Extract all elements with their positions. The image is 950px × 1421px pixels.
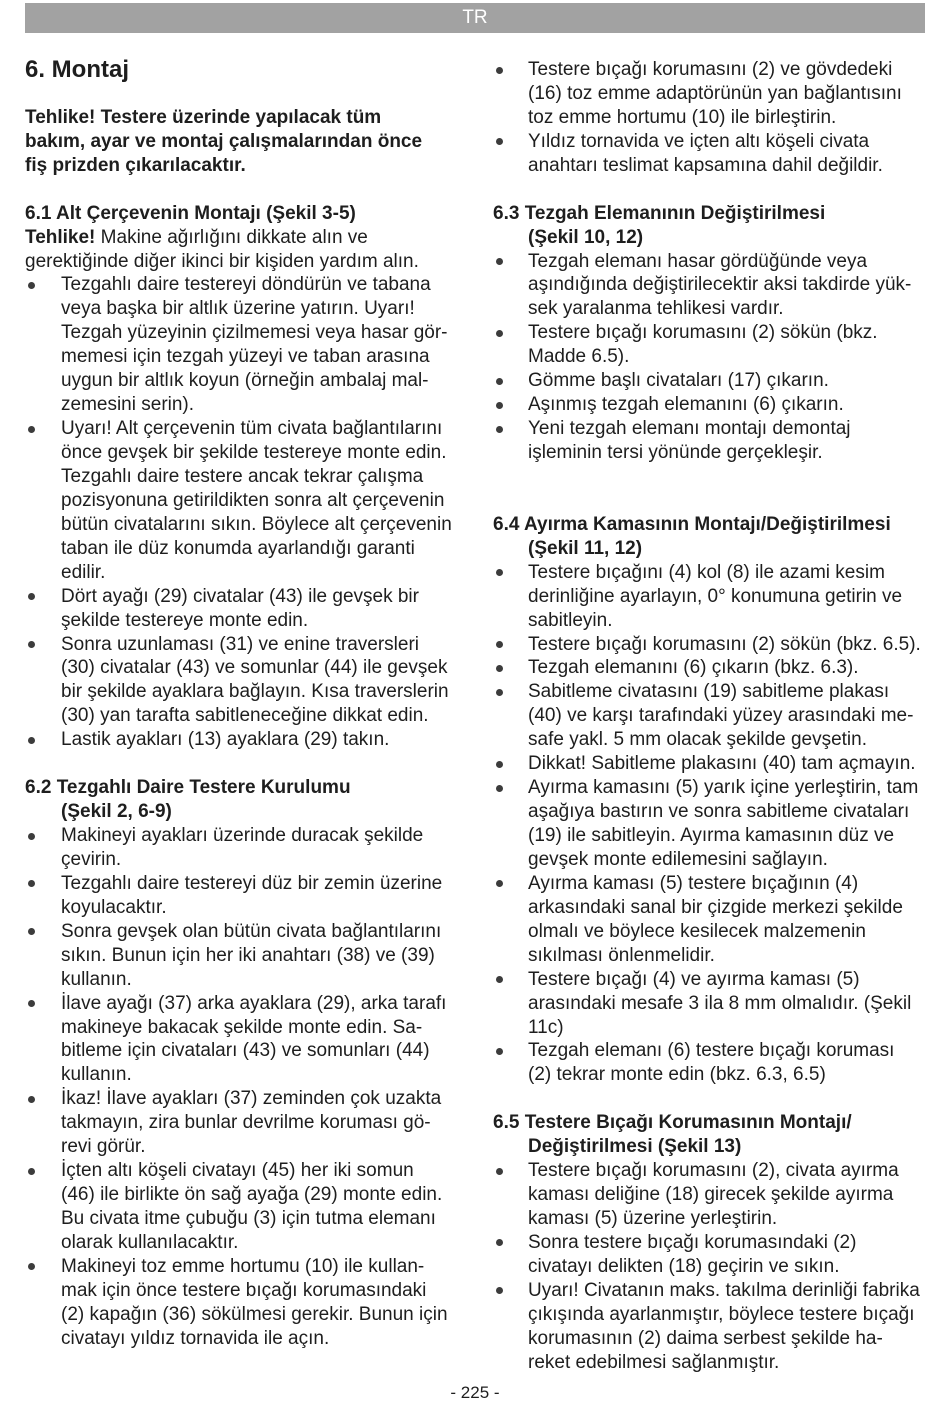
text-line: işleminin tersi yönünde gerçekleşir.: [528, 442, 823, 463]
bullet-icon: [496, 761, 503, 768]
text-line: Testere bıçağını (4) kol (8) ile azami kesim: [528, 561, 885, 583]
bullet-item: [493, 1039, 925, 1087]
bullet-icon: [496, 1287, 503, 1294]
text-line: takmayın, zira bunlar devrilme koruması gö-: [61, 1112, 431, 1134]
bullet-item: [25, 1087, 465, 1159]
bullet-item: [493, 321, 925, 369]
text-line: kullanın.: [61, 1064, 132, 1086]
bullet-item: [25, 872, 465, 920]
spacer: [493, 465, 925, 489]
text-line: Yeni tezgah elemanı montajı demontaj: [528, 418, 851, 440]
text-line: Testere bıçağı korumasını (2) sökün (bkz.: [528, 322, 878, 344]
text-line: (46) ile birlikte ön sağ ayağa (29) monte edin.: [61, 1184, 443, 1206]
bullet-item: [493, 752, 925, 776]
text-line: Bu civata itme çubuğu (3) için tutma elemanı: [61, 1208, 436, 1229]
text-line: bütün civatalarını sıkın. Böylece alt çerçevenin: [61, 513, 452, 535]
section-heading: 6.5 Testere Bıçağı Korumasının Montajı/: [493, 1112, 852, 1134]
text-line: Testere bıçağı (4) ve ayırma kaması (5): [528, 968, 860, 990]
bullet-icon: [496, 1239, 503, 1246]
bullet-icon: [496, 665, 503, 672]
bullet-icon: [496, 402, 503, 409]
bullet-icon: [28, 593, 35, 600]
bullet-item: [25, 585, 465, 633]
text-line: bitleme için civataları (43) ve somunları (44): [61, 1040, 430, 1062]
text-line: olmalı ve böylece kesilecek malzemenin: [528, 920, 866, 942]
section-heading-figure-ref: (Şekil 10, 12): [528, 226, 644, 248]
spacer: [25, 82, 465, 106]
bullet-icon: [496, 641, 503, 648]
language-header-bar: [25, 3, 925, 33]
section-heading-figure-ref: (Şekil 2, 6-9): [61, 801, 172, 823]
text-line: Aşınmış tezgah elemanını (6) çıkarın.: [528, 394, 844, 416]
bullet-item: [493, 130, 925, 178]
text-line: Ayırma kaması (5) testere bıçağının (4): [528, 872, 859, 894]
bullet-icon: [496, 569, 503, 576]
bullet-item: [493, 1279, 925, 1375]
bullet-icon: [496, 785, 503, 792]
text-line: Gömme başlı civataları (17) çıkarın.: [528, 370, 829, 392]
bullet-icon: [28, 880, 35, 887]
text-line: zemesini serin).: [61, 394, 195, 416]
text-line: aşındığında değiştirilecektir aksi takdirde yük-: [528, 274, 912, 296]
text-line: Yıldız tornavida ve içten altı köşeli civata: [528, 130, 870, 152]
warning-line: fiş prizden çıkarılacaktır.: [25, 154, 246, 176]
bullet-icon: [496, 976, 503, 983]
section-heading-figure-ref: (Şekil 11, 12): [528, 537, 643, 559]
section-6-2-continued: [493, 58, 925, 178]
text-line: civatayı yıldız tornavida ile açın.: [61, 1327, 330, 1349]
text-line: arkasındaki sanal bir çizgide merkezi şekilde: [528, 896, 903, 918]
text-line: Lastik ayakları (13) ayaklara (29) takın.: [61, 729, 390, 751]
bullet-icon: [28, 641, 35, 648]
text-line: kaması (5) üzerine yerleştirin.: [528, 1208, 778, 1229]
intro-text: Makine ağırlığını dikkate alın ve: [95, 226, 368, 248]
text-line: (30) yan tarafta sabitleneceğine dikkat edin.: [61, 705, 429, 727]
text-line: Dört ayağı (29) civatalar (43) ile gevşek bir: [61, 585, 419, 607]
bullet-icon: [28, 928, 35, 935]
text-line: çevirin.: [61, 848, 122, 870]
text-line: Sonra uzunlaması (31) ve enine traversleri: [61, 633, 420, 655]
intro-line: gerektiğinde diğer ikinci bir kişiden yardım alın.: [25, 250, 419, 272]
text-line: memesi için tezgah yüzeyi ve taban arasına: [61, 346, 430, 368]
text-line: (19) ile sabitleyin. Ayırma kamasının düz ve: [528, 825, 895, 846]
text-line: Madde 6.5).: [528, 346, 630, 368]
intro-line: [25, 226, 465, 250]
section-heading: 6.2 Tezgahlı Daire Testere Kurulumu: [25, 777, 351, 799]
text-line: aşağıya bastırın ve sonra sabitleme civataları: [528, 801, 910, 823]
text-line: arasındaki mesafe 3 ila 8 mm olmalıdır. (Şekil: [528, 992, 912, 1014]
spacer: [493, 178, 925, 202]
text-line: Tezgahlı daire testereyi döndürün ve tabana: [61, 274, 431, 296]
bullet-icon: [28, 1168, 35, 1175]
text-line: derinliğine ayarlayın, 0° konumuna getirin ve: [528, 585, 903, 607]
section-6-3: [493, 202, 925, 465]
bullet-icon: [496, 880, 503, 887]
text-line: (2) tekrar monte edin (bkz. 6.3, 6.5): [528, 1064, 826, 1086]
text-line: sek yaralanma tehlikesi vardır.: [528, 298, 784, 320]
bullet-icon: [496, 258, 503, 265]
text-line: çıkışında ayarlanmıştır, böylece testere bıçağı: [528, 1303, 915, 1325]
text-line: civatayı delikten (18) geçirin ve sıkın.: [528, 1255, 840, 1277]
text-line: Tezgah elemanını (6) çıkarın (bkz. 6.3).: [528, 657, 859, 679]
bullet-item: [25, 1255, 465, 1351]
text-line: Testere bıçağı korumasını (2), civata ayırma: [528, 1160, 899, 1182]
text-line: pozisyonuna getirildikten sonra alt çerçevenin: [61, 489, 445, 511]
text-line: Makineyi ayakları üzerinde duracak şekilde: [61, 825, 424, 846]
safety-warning: [25, 106, 465, 178]
text-line: Uyarı! Civatanın maks. takılma derinliği fabrika: [528, 1279, 920, 1301]
text-line: safe yakl. 5 mm olacak şekilde gevşetin.: [528, 729, 867, 751]
text-line: koyulacaktır.: [61, 896, 167, 918]
section-6-1: [25, 202, 465, 753]
text-line: sabitleyin.: [528, 609, 613, 631]
warning-line: bakım, ayar ve montaj çalışmalarından önce: [25, 130, 423, 152]
text-line: sıkın. Bunun için her iki anahtarı (38) ve (39): [61, 944, 435, 966]
bullet-icon: [28, 833, 35, 840]
bullet-item: [493, 776, 925, 872]
bullet-icon: [28, 737, 35, 744]
text-line: gevşek monte edilemesini sağlayın.: [528, 848, 828, 870]
bullet-item: [493, 393, 925, 417]
text-line: edilir.: [61, 561, 106, 583]
text-line: Tezgahlı daire testereyi düz bir zemin üzerine: [61, 872, 443, 894]
page-number: - 225 -: [450, 1383, 500, 1402]
text-line: taban ile düz konumda ayarlandığı garanti: [61, 537, 415, 559]
bullet-item: [25, 417, 465, 585]
spacer: [493, 489, 925, 513]
bullet-item: [25, 273, 465, 417]
bullet-item: [25, 633, 465, 729]
bullet-item: [493, 968, 925, 1040]
section-6-5: [493, 1111, 925, 1374]
bullet-icon: [496, 689, 503, 696]
text-line: olarak kullanılacaktır.: [61, 1231, 239, 1253]
bullet-icon: [496, 426, 503, 433]
bullet-item: [493, 417, 925, 465]
bullet-icon: [496, 1048, 503, 1055]
warning-line: Tehlike! Testere üzerinde yapılacak tüm: [25, 106, 382, 128]
bullet-item: [25, 824, 465, 872]
section-heading-continued: Değiştirilmesi (Şekil 13): [528, 1136, 742, 1158]
text-line: uygun bir altlık koyun (örneğin ambalaj mal-: [61, 370, 429, 392]
bullet-icon: [496, 330, 503, 337]
spacer: [25, 752, 465, 776]
bullet-item: [493, 250, 925, 322]
section-6-4: [493, 513, 925, 1088]
bullet-icon: [28, 282, 35, 289]
text-line: Tezgah yüzeyinin çizilmemesi veya hasar gör-: [61, 322, 448, 344]
bullet-icon: [496, 1168, 503, 1175]
bullet-item: [25, 1159, 465, 1255]
text-line: (2) kapağın (36) sökülmesi gerekir. Bunun için: [61, 1303, 448, 1325]
bullet-icon: [28, 1263, 35, 1270]
text-line: Tezgahlı daire testere ancak tekrar çalışma: [61, 465, 424, 487]
bullet-item: [493, 58, 925, 130]
bullet-item: [493, 680, 925, 752]
danger-label: Tehlike!: [25, 226, 96, 248]
right-column: [493, 58, 925, 1375]
bullet-item: [493, 369, 925, 393]
bullet-item: [493, 561, 925, 633]
bullet-icon: [28, 1000, 35, 1007]
text-line: veya başka bir altlık üzerine yatırın. Uyarı!: [61, 298, 415, 320]
bullet-icon: [28, 426, 35, 433]
text-line: Uyarı! Alt çerçevenin tüm civata bağlantılarını: [61, 418, 443, 440]
bullet-icon: [496, 378, 503, 385]
text-line: makineye bakacak şekilde monte edin. Sa-: [61, 1016, 423, 1038]
bullet-item: [493, 872, 925, 968]
text-line: Dikkat! Sabitleme plakasını (40) tam açmayın.: [528, 753, 916, 775]
spacer: [493, 1087, 925, 1111]
text-line: Sabitleme civatasını (19) sabitleme plakası: [528, 681, 890, 703]
text-line: Makineyi toz emme hortumu (10) ile kullan-: [61, 1255, 425, 1277]
text-line: korumasının (2) daima serbest şekilde ha-: [528, 1327, 883, 1349]
section-heading: 6.3 Tezgah Elemanının Değiştirilmesi: [493, 202, 826, 224]
text-line: önce gevşek bir şekilde testereye monte edin.: [61, 442, 447, 463]
section-heading: 6.4 Ayırma Kamasının Montajı/Değiştirilmesi: [493, 513, 891, 535]
bullet-icon: [496, 138, 503, 145]
text-line: bir şekilde ayaklara bağlayın. Kısa traverslerin: [61, 681, 449, 703]
bullet-item: [493, 656, 925, 680]
text-line: Tezgah elemanı hasar gördüğünde veya: [528, 250, 868, 272]
text-line: Ayırma kamasını (5) yarık içine yerleştirin, tam: [528, 777, 919, 799]
text-line: şekilde testereye monte edin.: [61, 609, 309, 631]
bullet-item: [25, 992, 465, 1088]
page-title: 6. Montaj: [25, 56, 130, 83]
bullet-item: [493, 1231, 925, 1279]
text-line: reket edebilmesi sağlanmıştır.: [528, 1351, 780, 1373]
text-line: Sonra testere bıçağı korumasındaki (2): [528, 1231, 857, 1253]
text-line: mak için önce testere bıçağı korumasındaki: [61, 1279, 427, 1301]
text-line: Testere bıçağı korumasını (2) ve gövdedeki: [528, 59, 893, 80]
bullet-icon: [28, 1096, 35, 1103]
text-line: Sonra gevşek olan bütün civata bağlantılarını: [61, 920, 442, 942]
text-line: (16) toz emme adaptörünün yan bağlantısını: [528, 82, 902, 104]
text-line: İkaz! İlave ayakları (37) zeminden çok uzakta: [61, 1088, 442, 1110]
bullet-item: [25, 728, 465, 752]
bullet-item: [493, 633, 925, 657]
text-line: (30) civatalar (43) ve somunlar (44) ile gevşek: [61, 657, 448, 679]
section-6-2: [25, 776, 465, 1351]
text-line: kaması deliğine (18) girecek şekilde ayırma: [528, 1184, 894, 1206]
text-line: anahtarı teslimat kapsamına dahil değildir.: [528, 154, 883, 176]
left-column: [25, 58, 465, 1351]
text-line: (40) ve karşı tarafındaki yüzey arasındaki me-: [528, 705, 914, 727]
bullet-item: [493, 1159, 925, 1231]
text-line: İçten altı köşeli civatayı (45) her iki somun: [61, 1160, 414, 1182]
text-line: Testere bıçağı korumasını (2) sökün (bkz. 6.5).: [528, 633, 921, 655]
bullet-icon: [496, 67, 503, 74]
language-label: TR: [462, 7, 488, 28]
text-line: Tezgah elemanı (6) testere bıçağı koruması: [528, 1040, 895, 1062]
section-heading: 6.1 Alt Çerçevenin Montajı (Şekil 3-5): [25, 202, 356, 224]
text-line: revi görür.: [61, 1136, 146, 1158]
text-line: 11c): [528, 1016, 564, 1038]
bullet-item: [25, 920, 465, 992]
text-line: İlave ayağı (37) arka ayaklara (29), arka tarafı: [61, 992, 447, 1014]
text-line: kullanın.: [61, 968, 132, 990]
text-line: toz emme hortumu (10) ile birleştirin.: [528, 106, 837, 128]
spacer: [25, 178, 465, 202]
text-line: sıkılması önlenmelidir.: [528, 944, 715, 966]
